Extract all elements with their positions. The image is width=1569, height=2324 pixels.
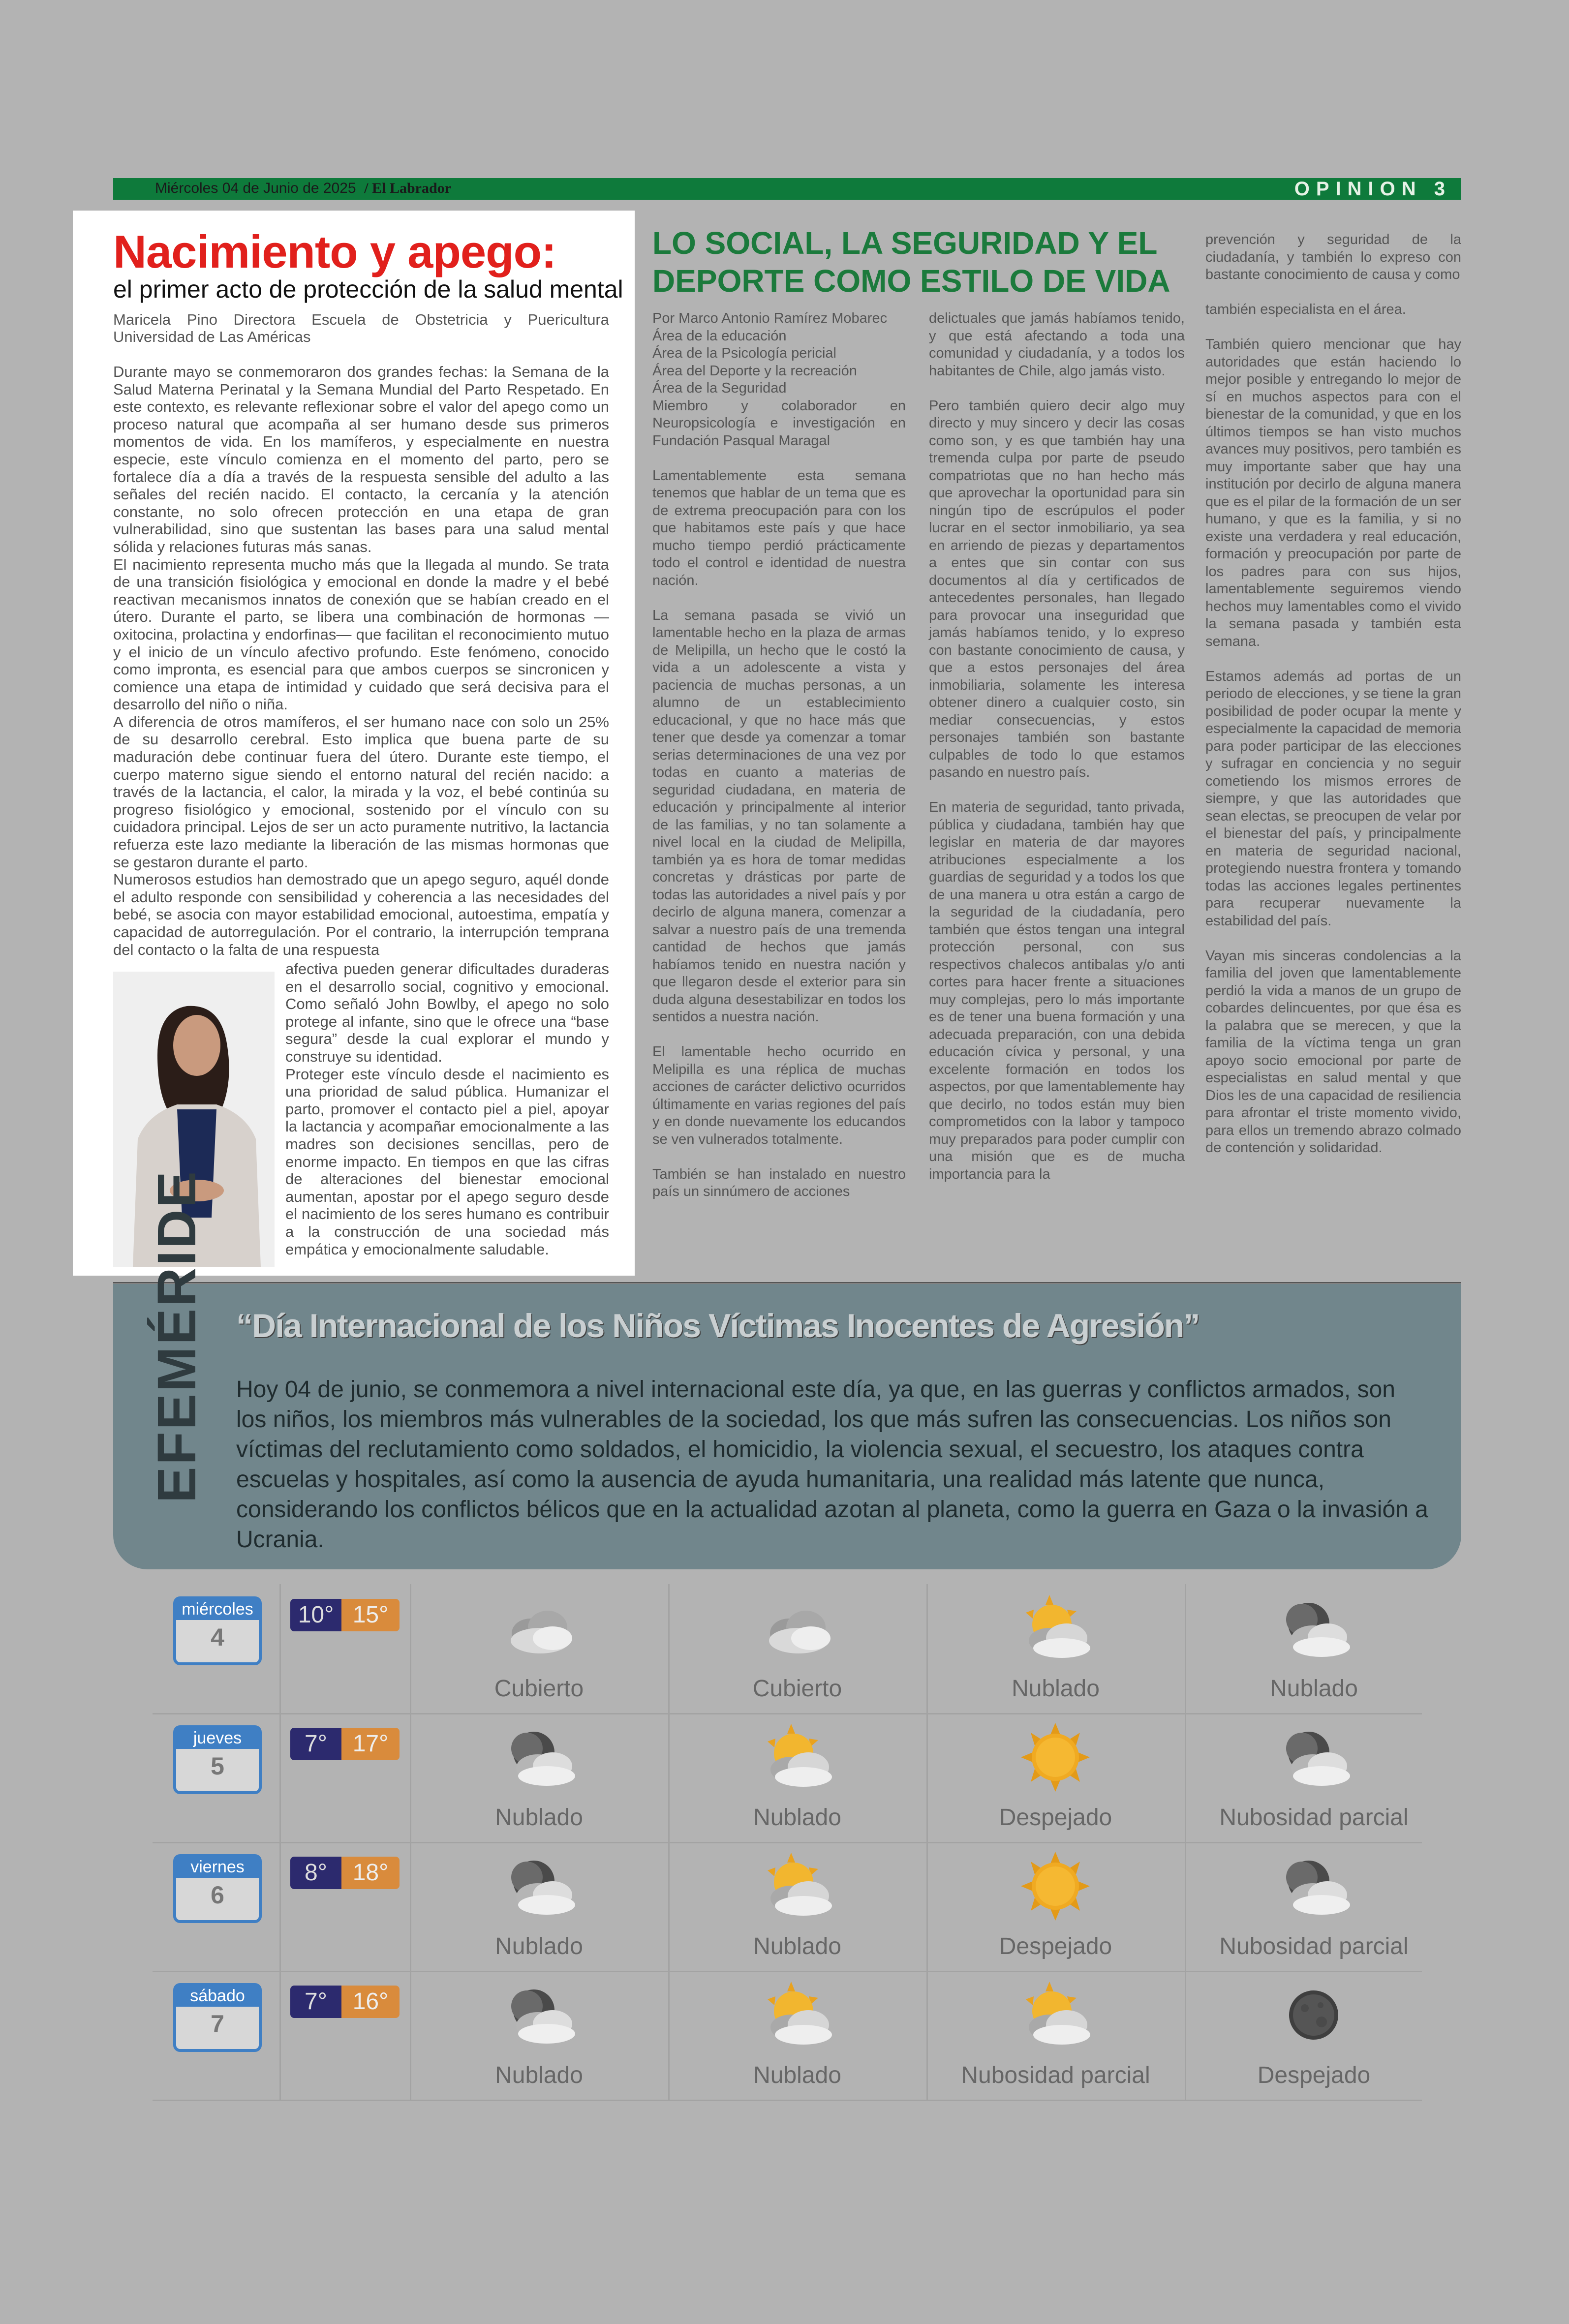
section-divider [113, 1282, 1461, 1284]
weather-cell [926, 1971, 1185, 2100]
paragraph: Pero también quiero decir algo muy directo y muy sincero y decir las cosas como son, y es que también hay una tremenda culpa por parte de pseudo compatriotas que no han hecho más que aprovechar la oportunidad para sin ningún tipo de escrúpulos el poder lucrar en el sector inmobiliario, ya sea en arriendo de piezas y departamentos a entes que sin contar con sus documentos al día y certificados de antecedentes personales, han llegado para provocar una inseguridad que jamás habíamos tenido, y lo expreso con bastante conocimiento de causa, y que a estos personajes del área inmobiliaria, solamente les interesa obtener dinero a cualquier costo, sin mediar consecuencias, y estos personajes también son bastante culpables de todo lo que estamos pasando en nuestro país. [929, 398, 1185, 780]
weather-label: Nublado [753, 2062, 841, 2088]
max-temp: 18° [341, 1857, 400, 1889]
weather-cell [926, 1713, 1185, 1842]
day-number: 6 [211, 1881, 224, 1909]
credential: Área del Deporte y la recreación [652, 363, 857, 379]
calendar-icon [173, 1983, 262, 2052]
weather-cell [410, 1713, 668, 1842]
sun-cloud-icon [1015, 1981, 1096, 2049]
section-title: OPINION 3 [1294, 178, 1451, 200]
header-bar [113, 178, 1461, 200]
credential: Área de la Seguridad [652, 380, 787, 396]
article-nacimiento-apego [73, 211, 635, 1276]
article-title: Nacimiento y apego: [113, 226, 556, 277]
day-name: viernes [176, 1857, 259, 1878]
weather-cell [1185, 1584, 1443, 1713]
paragraph: afectiva pueden generar dificultades duraderas en el desarrollo social, cognitivo y emocional. Como señaló John Bowlby, el apego no solo protege al infante, sino que le ofrece una “base segura” desde la cual explorar el mundo y construye su identidad. [285, 960, 609, 1065]
max-temp: 16° [341, 1986, 400, 2018]
day-number: 7 [211, 2010, 224, 2038]
weather-cell [668, 1713, 926, 1842]
byline: Por Marco Antonio Ramírez Mobarec [652, 310, 888, 326]
weather-label: Nubosidad parcial [1219, 1933, 1409, 1959]
paragraph: prevención y seguridad de la ciudadanía, y también lo expreso con bastante conocimiento de causa y como [1205, 232, 1461, 282]
temperature-range [290, 1599, 400, 1631]
moon-cloud-icon [498, 1852, 580, 1921]
paragraph: El nacimiento representa mucho más que la llegada al mundo. Se trata de una transición fisiológica y emocional en donde la madre y el bebé reactivan mecanismos innatos de conexión que se habían creado en el útero. Durante el parto, se libera una combinación de hormonas —oxitocina, prolactina y endorfinas— que facilitan el reconocimiento mutuo y el inicio de un vínculo afectivo profundo. Este fenómeno, conocido como impronta, es esencial para que ambos cuerpos se sincronicen y comience una etapa de intimidad y cuidado que será decisiva para el desarrollo del niño o niña. [113, 555, 609, 713]
moon-icon [1273, 1981, 1354, 2049]
cloudy-icon [498, 1594, 580, 1663]
weather-label: Nubosidad parcial [961, 2062, 1150, 2088]
moon-cloud-icon [1273, 1723, 1354, 1792]
weather-cell [1185, 1971, 1443, 2100]
calendar-icon [173, 1596, 262, 1665]
article-column-3 [1205, 231, 1461, 1174]
weather-cell [410, 1842, 668, 1971]
weather-label: Nublado [495, 1804, 583, 1831]
paragraph: También quiero mencionar que hay autoridades que están haciendo lo mejor posible y entregando lo mejor de sí en muchos aspectos para con el bienestar de la comunidad, y que en los últimos tiempos se han visto muchos avances muy positivos, pero también es muy importante saber que hay una institución por decirlo de alguna manera que es el pilar de la formación de un ser humano, y que es la familia, y si no existe una verdadera y real educación, formación y preocupación por parte de los padres para con sus hijos, lamentablemente seguiremos viendo hechos muy lamentables como el vivido la semana pasada y también esta semana. [1205, 336, 1461, 649]
temperature-range [290, 1986, 400, 2018]
sun-icon [1015, 1852, 1096, 1921]
day-name: jueves [176, 1728, 259, 1749]
paragraph: Vayan mis sinceras condolencias a la familia del joven que lamentablemente perdió la vida a manos de un grupo de cobardes delincuentes, por que ésa es la palabra que se merecen, y que la familia de la víctima tenga un gran apoyo socio emocional por parte de especialistas en salud mental y que Dios les de una capacidad de resiliencia para afrontar el triste momento vivido, para ellos un tremendo abrazo colmado de contención y solidaridad. [1205, 948, 1461, 1156]
header-date: Miércoles 04 de Junio de 2025 / El Labrador [155, 180, 451, 196]
publication-name: / El Labrador [364, 180, 451, 196]
article-column-2 [929, 310, 1185, 1201]
sun-cloud-icon [757, 1723, 838, 1792]
moon-cloud-icon [498, 1723, 580, 1792]
credential: Área de la Psicología pericial [652, 345, 836, 361]
weather-label: Nublado [753, 1804, 841, 1831]
paragraph: Proteger este vínculo desde el nacimiento es una prioridad de salud pública. Humanizar el parto, promover el contacto piel a piel, apoyar la lactancia y acompañar emocionalmente a las madres son decisiones sencillas, pero de enorme impacto. En tiempos en que las cifras de alteraciones del bienestar emocional aumentan, apostar por el apego seguro desde el nacimiento de los seres humano es contribuir a la construcción de una sociedad más empática y emocionalmente saludable. [285, 1065, 609, 1258]
weather-label: Nublado [753, 1933, 841, 1959]
min-temp: 8° [290, 1857, 341, 1889]
temperature-range [290, 1728, 400, 1760]
weather-cell [668, 1971, 926, 2100]
paragraph: delictuales que jamás habíamos tenido, y que está afectando a toda una comunidad y ciudadanía, y a todos los habitantes de Chile, algo jamás visto. [929, 310, 1185, 379]
day-name: miércoles [176, 1599, 259, 1620]
sun-cloud-icon [757, 1852, 838, 1921]
weather-label: Nublado [1012, 1676, 1100, 1702]
weather-day-row [153, 1584, 1422, 1714]
weather-cell [410, 1584, 668, 1713]
moon-cloud-icon [498, 1981, 580, 2049]
sun-cloud-icon [1015, 1594, 1096, 1663]
weather-label: Despejado [999, 1804, 1112, 1831]
weather-label: Nublado [495, 2062, 583, 2088]
credential: Miembro y colaborador en Neuropsicología e investigación en Fundación Pasqual Maragal [652, 398, 906, 449]
article-author: Maricela Pino Directora Escuela de Obstetricia y Puericultura Universidad de Las Américas [113, 311, 609, 345]
paragraph: El lamentable hecho ocurrido en Melipilla es una réplica de muchas acciones de carácter delictivo ocurridos últimamente en varias regiones del país y en donde nuevamente los educandos se ven vulnerados totalmente. [652, 1044, 906, 1147]
article-title: LO SOCIAL, LA SEGURIDAD Y EL DEPORTE COMO ESTILO DE VIDA [652, 225, 1170, 299]
sun-icon [1015, 1723, 1096, 1792]
weather-label: Despejado [999, 1933, 1112, 1959]
paragraph: también especialista en el área. [1205, 302, 1406, 317]
weather-cell [668, 1842, 926, 1971]
weather-day-row [153, 1842, 1422, 1972]
sun-cloud-icon [757, 1981, 838, 2049]
efemeride-title: “Día Internacional de los Niños Víctimas Inocentes de Agresión” [236, 1307, 1200, 1345]
article-body [113, 363, 609, 958]
moon-cloud-icon [1273, 1852, 1354, 1921]
weather-cell [1185, 1713, 1443, 1842]
weather-cell [410, 1971, 668, 2100]
calendar-icon [173, 1854, 262, 1923]
weather-label: Cubierto [752, 1676, 842, 1702]
article-body-continued [285, 960, 609, 1258]
paragraph: La semana pasada se vivió un lamentable hecho en la plaza de armas de Melipilla, un hecho que le costó la vida a un adolescente a vista y paciencia de muchas personas, a un alumno de un establecimiento educacional, y que no hace más que tener que desde ya comenzar a tomar serias determinaciones de una vez por todas en cuanto a materias de seguridad ciudadana, en materia de educación y principalmente al interior de las familias, y no tan solamente a nivel local en la ciudad de Melipilla, también ya es hora de tomar medidas concretas y drásticas por parte de todas las autoridades a nivel país y por decirlo de alguna manera, comenzar a salvar a nuestro país de una tremenda cantidad de hechos que jamás habíamos tenido en nuestra nación y que llegaron desde el exterior para sin duda alguna desestabilizar en todos los sentidos a nuestra nación. [652, 607, 906, 1025]
weather-label: Nublado [495, 1933, 583, 1959]
weather-forecast [153, 1584, 1422, 2101]
credential: Área de la educación [652, 328, 787, 344]
paragraph: Estamos además ad portas de un periodo de elecciones, y se tiene la gran posibilidad de poder ocupar la mente y especialmente la capacidad de memoria para poder participar de las elecciones y sufragar en conciencia y no seguir cometiendo los mismos errores de siempre, y que las autoridades que sean electas, se preocupen de velar por el bienestar del país, y principalmente en materia de seguridad nacional, protegiendo nuestra frontera y tomando todas las acciones legales pertinentes para recuperar nuevamente la estabilidad del país. [1205, 668, 1461, 929]
paragraph: En materia de seguridad, tanto privada, pública y ciudadana, también hay que legislar en materia de dar mayores atribuciones especialmente a los guardias de seguridad y a todos los que de una manera u otra están a cargo de la seguridad de la ciudadanía, pero también que éstos tengan una integral protección personal, con sus respectivos chalecos antibalas y/o anti cortes para hacer frente a situaciones muy complejas, pero lo más importante es de tener una buena formación y una adecuada preparación, con una debida educación cívica y personal, y una excelente formación en todos los aspectos, por que lamentablemente hay que decirlo, no todos están muy bien comprometidos con la labor y tampoco muy preparados para poder cumplir con una misión que es de mucha importancia para la [929, 799, 1185, 1182]
article-column-1 [652, 310, 906, 1218]
min-temp: 10° [290, 1599, 341, 1631]
page-number: 3 [1434, 178, 1451, 200]
weather-label: Cubierto [494, 1676, 584, 1702]
max-temp: 15° [341, 1599, 400, 1631]
weather-day-row [153, 1971, 1422, 2101]
paragraph: Durante mayo se conmemoraron dos grandes fechas: la Semana de la Salud Materna Perinatal y la Semana Mundial del Parto Respetado. En este contexto, es relevante reflexionar sobre el valor del apego como un proceso natural que acompaña al ser humano desde sus primeros momentos de vida. En los mamíferos, y especialmente en nuestra especie, este vínculo comienza en el momento del parto, pero se fortalece día a día a través de la respuesta sensible del adulto a las señales del recién nacido. El contacto, la cercanía y la atención constante, no solo ofrecen protección en una etapa de gran vulnerabilidad, sino que sustentan las bases para una salud mental sólida y relaciones futuras más sanas. [113, 363, 609, 555]
day-number: 4 [211, 1623, 224, 1651]
temperature-range [290, 1857, 400, 1889]
day-number: 5 [211, 1752, 224, 1780]
weather-day-row [153, 1713, 1422, 1843]
paragraph: Lamentablemente esta semana tenemos que hablar de un tema que es de extrema preocupación para con los que habitamos este país y que hace mucho tiempo perdió prácticamente todo el control e identidad de nuestra nación. [652, 467, 906, 588]
efemeride-label: EFEMÉRIDE [147, 1169, 207, 1503]
cloudy-icon [757, 1594, 838, 1663]
day-name: sábado [176, 1986, 259, 2007]
efemeride-text: Hoy 04 de junio, se conmemora a nivel internacional este día, ya que, en las guerras y conflictos armados, son los niños, los miembros más vulnerables de la sociedad, los que más sufren las consecuencias. Los niños son víctimas del reclutamiento como soldados, el homicidio, la violencia sexual, el secuestro, los ataques contra escuelas y hospitales, así como la ausencia de ayuda humanitaria, una realidad más latente que nunca, considerando los conflictos bélicos que en la actualidad azotan al planeta, como la guerra en Gaza o la invasión a Ucrania. [236, 1376, 1428, 1553]
byline-block [652, 310, 906, 450]
paragraph: También se han instalado en nuestro país un sinnúmero de acciones [652, 1166, 906, 1199]
article-subtitle: el primer acto de protección de la salud mental [113, 275, 623, 303]
paragraph: Numerosos estudios han demostrado que un apego seguro, aquél donde el adulto responde con sensibilidad y coherencia a las necesidades del bebé, se asocia con mayor estabilidad emocional, autoestima, empatía y capacidad de autorregulación. Por el contrario, la interrupción temprana del contacto o la falta de una respuesta [113, 871, 609, 958]
max-temp: 17° [341, 1728, 400, 1760]
min-temp: 7° [290, 1986, 341, 2018]
weather-cell [926, 1842, 1185, 1971]
weather-cell [926, 1584, 1185, 1713]
weather-label: Nublado [1270, 1676, 1358, 1702]
calendar-icon [173, 1725, 262, 1794]
weather-cell [668, 1584, 926, 1713]
weather-label: Nubosidad parcial [1219, 1804, 1409, 1831]
weather-label: Despejado [1257, 2062, 1371, 2088]
weather-cell [1185, 1842, 1443, 1971]
moon-cloud-icon [1273, 1594, 1354, 1663]
min-temp: 7° [290, 1728, 341, 1760]
paragraph: A diferencia de otros mamíferos, el ser humano nace con solo un 25% de su desarrollo cerebral. Esto implica que buena parte de su maduración debe continuar fuera del útero. Durante este tiempo, el cuerpo materno sigue siendo el entorno natural del recién nacido: a través de la lactancia, el calor, la mirada y la voz, el bebé continúa su progreso fisiológico y emocional, sostenido por el vínculo con su cuidadora principal. Lejos de ser un acto puramente nutritivo, la lactancia refuerza este lazo mediante la liberación de las mismas hormonas que se gestaron durante el parto. [113, 713, 609, 871]
